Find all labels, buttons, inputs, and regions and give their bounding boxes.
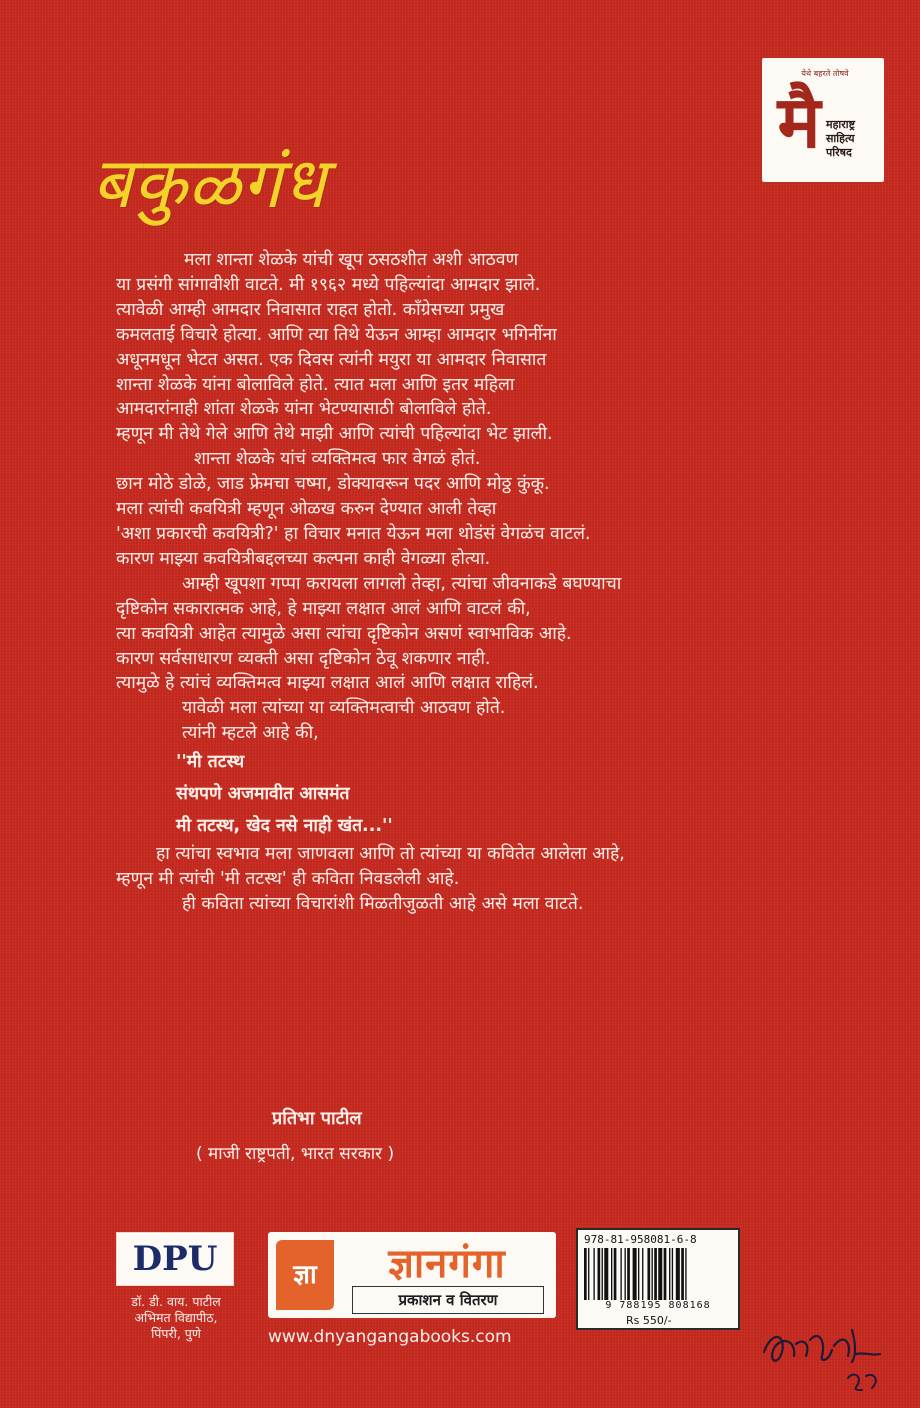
text-line: छान मोठे डोळे, जाड फ्रेमचा चष्मा, डोक्यावरून पदर आणि मोठ्ठ कुंकू. — [116, 474, 550, 495]
text-line: ही कविता त्यांच्या विचारांशी मिळतीजुळती आहे असे मला वाटते. — [182, 893, 584, 914]
book-title: बकुळगंध — [92, 142, 327, 224]
text-line: त्यावेळी आम्ही आमदार निवासात राहत होतो. काँग्रेसच्या प्रमुख — [116, 299, 505, 320]
poem-line: मी तटस्थ, खेद नसे नाही खंत...'' — [176, 816, 393, 837]
dpu-caption-line: पिंपरी, पुणे — [151, 1326, 201, 1341]
blurb-text — [116, 248, 806, 917]
isbn-barcode — [576, 1228, 740, 1330]
text-line: आम्ही खूपशा गप्पा करायला लागलो तेव्हा, त्यांचा जीवनाकडे बघण्याचा — [182, 573, 622, 594]
text-line: कारण माझ्या कवयित्रीबद्दलच्या कल्पना काही वेगळ्या होत्या. — [116, 548, 491, 569]
publisher-logo — [268, 1232, 556, 1318]
text-line: मला शान्ता शेळके यांची खूप ठसठशीत अशी आठवण — [184, 250, 519, 270]
dpu-caption — [96, 1294, 256, 1342]
dpu-caption-line: अभिमत विद्यापीठ, — [134, 1310, 218, 1325]
poem-line: ''मी तटस्थ — [176, 752, 245, 773]
dpu-caption-line: डॉ. डी. वाय. पाटील — [131, 1294, 221, 1309]
msp-tagline: येथे बहरते तोषवे — [801, 69, 849, 78]
msp-glyph: मै — [777, 79, 821, 164]
text-line: कमलताई विचारे होत्या. आणि त्या तिथे येऊन आम्हा आमदार भगिनींना — [116, 324, 557, 345]
text-line: शान्ता शेळके यांना बोलाविले होते. त्यात मला आणि इतर महिला — [116, 374, 515, 395]
poem-line: संथपणे अजमावीत आसमंत — [176, 784, 350, 805]
publisher-subtitle: प्रकाशन व वितरण — [352, 1286, 544, 1314]
msp-name-line: परिषद — [826, 146, 852, 159]
text-line: त्यांनी म्हटले आहे की, — [182, 723, 319, 744]
poem-quote — [116, 746, 806, 842]
text-line: या प्रसंगी सांगावीशी वाटते. मी १९६२ मध्ये पहिल्यांदा आमदार झाले. — [116, 274, 541, 295]
text-line: यावेळी मला त्यांच्या या व्यक्तिमत्वाची आठवण होते. — [182, 698, 506, 719]
price-label: Rs 550/- — [626, 1314, 672, 1327]
text-line: म्हणून मी त्यांची 'मी तटस्थ' ही कविता निवडलेली आहे. — [116, 869, 460, 890]
text-line: आमदारांनाही शांता शेळके यांना भेटण्यासाठी बोलाविले होते. — [116, 399, 492, 420]
dpu-logo — [116, 1232, 234, 1286]
text-line: 'अशा प्रकारची कवयित्री?' हा विचार मनात येऊन मला थोडंसं वेगळंच वाटलं. — [116, 523, 591, 544]
msp-name-line: साहित्य — [826, 132, 855, 145]
text-line: कारण सर्वसाधारण व्यक्ती असा दृष्टिकोन ठेवू शकणार नाही. — [116, 648, 491, 669]
author-role: ( माजी राष्ट्रपती, भारत सरकार ) — [196, 1144, 395, 1164]
text-line: अधूनमधून भेटत असत. एक दिवस त्यांनी मयुरा या आमदार निवासात — [116, 349, 547, 370]
text-line: म्हणून मी तेथे गेले आणि तेथे माझी आणि त्यांची पहिल्यांदा भेट झाली. — [116, 424, 553, 445]
dpu-logo-text: DPU — [132, 1239, 218, 1279]
barcode-digits: 9 788195 808168 — [605, 1300, 711, 1311]
text-line: दृष्टिकोन सकारात्मक आहे, हे माझ्या लक्षात आलं आणि वाटलं की, — [116, 598, 531, 619]
barcode-icon — [584, 1248, 732, 1300]
msp-logo — [762, 58, 884, 182]
text-line: त्यामुळे हे त्यांचं व्यक्तिमत्व माझ्या लक्षात आलं आणि लक्षात राहिलं. — [116, 673, 539, 694]
publisher-website: www.dnyangangabooks.com — [268, 1327, 512, 1347]
text-line: मला त्यांची कवयित्री म्हणून ओळख करुन देण्यात आली तेव्हा — [116, 499, 497, 520]
text-line: शान्ता शेळके यांचं व्यक्तिमत्व फार वेगळं होतं. — [194, 449, 481, 470]
handwritten-signature — [752, 1300, 892, 1400]
text-line: हा त्यांचा स्वभाव मला जाणवला आणि तो त्यांच्या या कवितेत आलेला आहे, — [156, 844, 625, 865]
publisher-mark-icon: ज्ञा — [276, 1240, 334, 1310]
author-name: प्रतिभा पाटील — [272, 1108, 362, 1129]
publisher-brand: ज्ञानगंगा — [388, 1241, 506, 1287]
msp-name — [826, 118, 882, 160]
msp-name-line: महाराष्ट्र — [826, 118, 856, 131]
text-line: त्या कवयित्री आहेत त्यामुळे असा त्यांचा दृष्टिकोन असणं स्वाभाविक आहे. — [116, 623, 572, 644]
isbn-number: 978-81-958081-6-8 — [584, 1233, 697, 1246]
